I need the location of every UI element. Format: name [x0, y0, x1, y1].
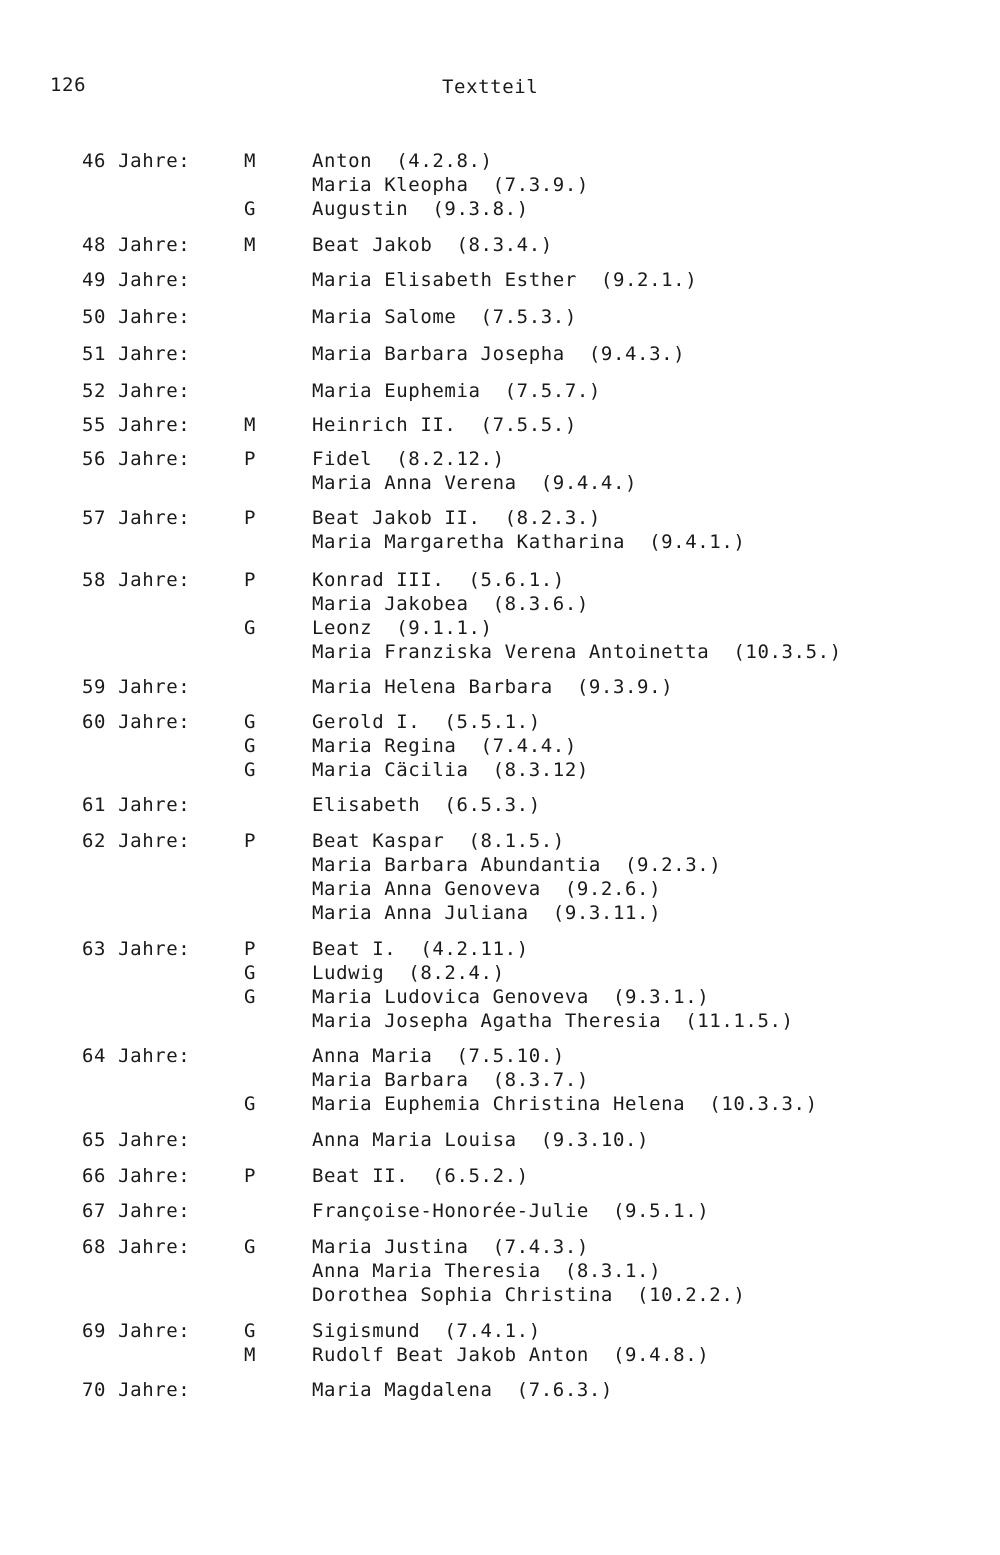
entry-line	[0, 1010, 1000, 1034]
entry-line	[0, 198, 1000, 222]
status-mark: P	[244, 507, 257, 529]
status-mark: G	[244, 962, 257, 984]
entry-line	[0, 1379, 1000, 1403]
status-mark: P	[244, 569, 257, 591]
person-entry: Maria Cäcilia (8.3.12)	[312, 759, 589, 781]
status-mark: G	[244, 198, 257, 220]
status-mark: M	[244, 1344, 257, 1366]
status-mark: G	[244, 1236, 257, 1258]
status-mark: G	[244, 617, 257, 639]
entry-line	[0, 641, 1000, 665]
entry-line	[0, 414, 1000, 438]
age-label: 58 Jahre:	[82, 569, 191, 591]
entry-line	[0, 343, 1000, 367]
status-mark: G	[244, 735, 257, 757]
person-entry: Maria Helena Barbara (9.3.9.)	[312, 676, 674, 698]
age-label: 63 Jahre:	[82, 938, 191, 960]
status-mark: M	[244, 150, 257, 172]
entry-line	[0, 507, 1000, 531]
person-entry: Maria Barbara Abundantia (9.2.3.)	[312, 854, 722, 876]
entry-line	[0, 676, 1000, 700]
age-label: 57 Jahre:	[82, 507, 191, 529]
status-mark: P	[244, 938, 257, 960]
entry-line	[0, 174, 1000, 198]
age-label: 51 Jahre:	[82, 343, 191, 365]
person-entry: Maria Salome (7.5.3.)	[312, 306, 577, 328]
status-mark: P	[244, 830, 257, 852]
entry-line	[0, 593, 1000, 617]
entry-line	[0, 1200, 1000, 1224]
person-entry: Maria Euphemia Christina Helena (10.3.3.)	[312, 1093, 818, 1115]
person-entry: Maria Anna Juliana (9.3.11.)	[312, 902, 662, 924]
person-entry: Anna Maria Theresia (8.3.1.)	[312, 1260, 662, 1282]
status-mark: P	[244, 448, 257, 470]
person-entry: Sigismund (7.4.1.)	[312, 1320, 541, 1342]
entry-line	[0, 150, 1000, 174]
status-mark: P	[244, 1165, 257, 1187]
age-label: 50 Jahre:	[82, 306, 191, 328]
entry-line	[0, 1093, 1000, 1117]
status-mark: G	[244, 1093, 257, 1115]
entry-line	[0, 531, 1000, 555]
status-mark: M	[244, 414, 257, 436]
entry-line	[0, 617, 1000, 641]
page-number: 126	[50, 74, 87, 96]
status-mark: G	[244, 711, 257, 733]
age-label: 55 Jahre:	[82, 414, 191, 436]
person-entry: Maria Margaretha Katharina (9.4.1.)	[312, 531, 746, 553]
age-label: 66 Jahre:	[82, 1165, 191, 1187]
person-entry: Gerold I. (5.5.1.)	[312, 711, 541, 733]
age-label: 65 Jahre:	[82, 1129, 191, 1151]
person-entry: Maria Magdalena (7.6.3.)	[312, 1379, 613, 1401]
person-entry: Maria Justina (7.4.3.)	[312, 1236, 589, 1258]
person-entry: Maria Anna Genoveva (9.2.6.)	[312, 878, 662, 900]
person-entry: Beat II. (6.5.2.)	[312, 1165, 529, 1187]
status-mark: G	[244, 759, 257, 781]
status-mark: M	[244, 234, 257, 256]
entry-line	[0, 854, 1000, 878]
entry-line	[0, 902, 1000, 926]
entry-line	[0, 759, 1000, 783]
person-entry: Heinrich II. (7.5.5.)	[312, 414, 577, 436]
entry-line	[0, 1045, 1000, 1069]
age-label: 68 Jahre:	[82, 1236, 191, 1258]
person-entry: Augustin (9.3.8.)	[312, 198, 529, 220]
age-label: 56 Jahre:	[82, 448, 191, 470]
person-entry: Elisabeth (6.5.3.)	[312, 794, 541, 816]
entry-line	[0, 830, 1000, 854]
entry-line	[0, 711, 1000, 735]
person-entry: Maria Anna Verena (9.4.4.)	[312, 472, 638, 494]
entry-line	[0, 1344, 1000, 1368]
person-entry: Anna Maria Louisa (9.3.10.)	[312, 1129, 650, 1151]
person-entry: Maria Ludovica Genoveva (9.3.1.)	[312, 986, 710, 1008]
entry-line	[0, 1320, 1000, 1344]
person-entry: Maria Franziska Verena Antoinetta (10.3.5.)	[312, 641, 842, 663]
person-entry: Beat Kaspar (8.1.5.)	[312, 830, 565, 852]
entry-line	[0, 1260, 1000, 1284]
person-entry: Konrad III. (5.6.1.)	[312, 569, 565, 591]
entry-line	[0, 306, 1000, 330]
person-entry: Rudolf Beat Jakob Anton (9.4.8.)	[312, 1344, 710, 1366]
entry-line	[0, 380, 1000, 404]
person-entry: Maria Elisabeth Esther (9.2.1.)	[312, 269, 698, 291]
age-label: 62 Jahre:	[82, 830, 191, 852]
person-entry: Anna Maria (7.5.10.)	[312, 1045, 565, 1067]
age-label: 64 Jahre:	[82, 1045, 191, 1067]
entry-line	[0, 234, 1000, 258]
person-entry: Beat Jakob (8.3.4.)	[312, 234, 553, 256]
entry-line	[0, 878, 1000, 902]
entry-line	[0, 448, 1000, 472]
person-entry: Anton (4.2.8.)	[312, 150, 493, 172]
running-head: Textteil	[442, 76, 539, 98]
entry-line	[0, 962, 1000, 986]
person-entry: Maria Jakobea (8.3.6.)	[312, 593, 589, 615]
age-label: 61 Jahre:	[82, 794, 191, 816]
age-label: 46 Jahre:	[82, 150, 191, 172]
age-label: 59 Jahre:	[82, 676, 191, 698]
entry-line	[0, 1284, 1000, 1308]
person-entry: Maria Josepha Agatha Theresia (11.1.5.)	[312, 1010, 794, 1032]
entry-line	[0, 1236, 1000, 1260]
entry-line	[0, 472, 1000, 496]
person-entry: Maria Regina (7.4.4.)	[312, 735, 577, 757]
entry-line	[0, 269, 1000, 293]
entry-line	[0, 569, 1000, 593]
entry-line	[0, 1165, 1000, 1189]
age-label: 52 Jahre:	[82, 380, 191, 402]
age-label: 60 Jahre:	[82, 711, 191, 733]
age-label: 69 Jahre:	[82, 1320, 191, 1342]
person-entry: Maria Euphemia (7.5.7.)	[312, 380, 601, 402]
age-label: 70 Jahre:	[82, 1379, 191, 1401]
person-entry: Maria Barbara (8.3.7.)	[312, 1069, 589, 1091]
person-entry: Dorothea Sophia Christina (10.2.2.)	[312, 1284, 746, 1306]
status-mark: G	[244, 1320, 257, 1342]
person-entry: Maria Kleopha (7.3.9.)	[312, 174, 589, 196]
person-entry: Maria Barbara Josepha (9.4.3.)	[312, 343, 686, 365]
person-entry: Françoise-Honorée-Julie (9.5.1.)	[312, 1200, 710, 1222]
entry-line	[0, 735, 1000, 759]
age-label: 67 Jahre:	[82, 1200, 191, 1222]
person-entry: Beat Jakob II. (8.2.3.)	[312, 507, 601, 529]
entry-line	[0, 986, 1000, 1010]
person-entry: Leonz (9.1.1.)	[312, 617, 493, 639]
age-label: 49 Jahre:	[82, 269, 191, 291]
entry-line	[0, 938, 1000, 962]
entry-line	[0, 1129, 1000, 1153]
status-mark: G	[244, 986, 257, 1008]
age-label: 48 Jahre:	[82, 234, 191, 256]
entry-line	[0, 794, 1000, 818]
person-entry: Beat I. (4.2.11.)	[312, 938, 529, 960]
entry-line	[0, 1069, 1000, 1093]
person-entry: Fidel (8.2.12.)	[312, 448, 505, 470]
person-entry: Ludwig (8.2.4.)	[312, 962, 505, 984]
